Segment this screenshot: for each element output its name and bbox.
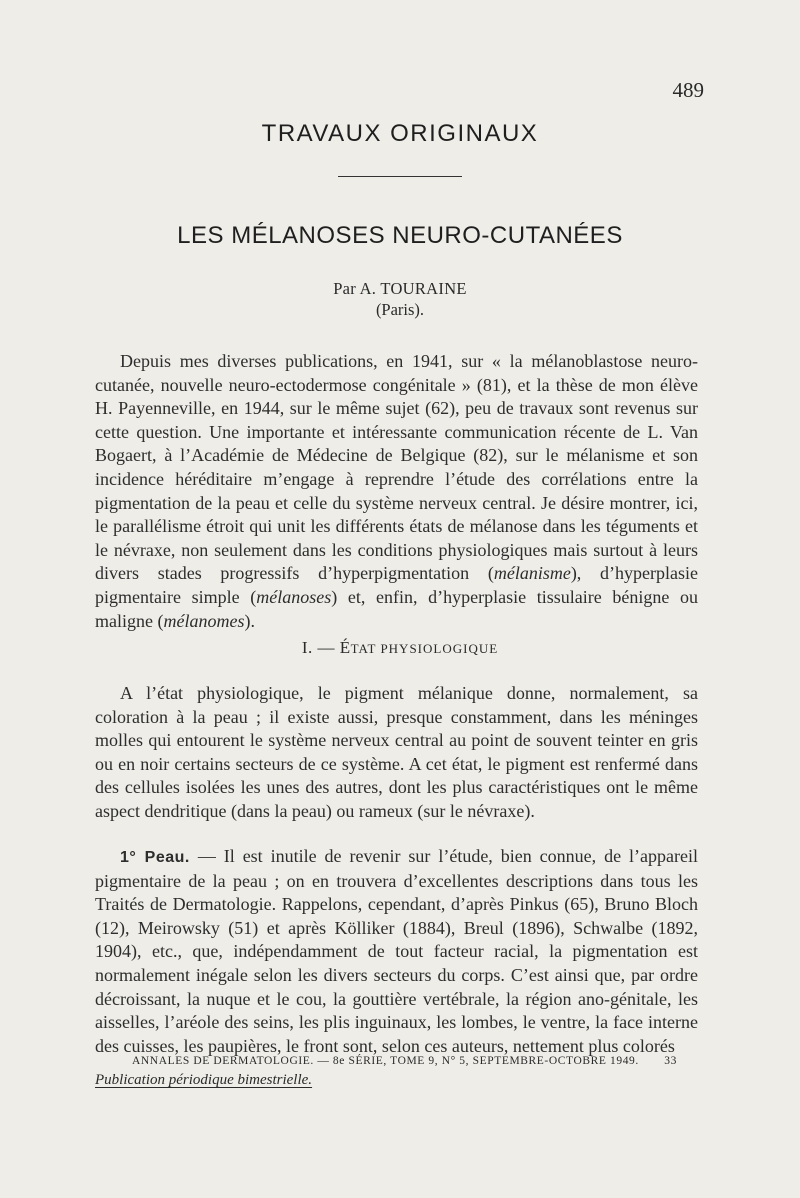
- intro-text-2: ), d’hyperplasie pigmentaire simple (: [95, 563, 698, 607]
- peau-subheading: 1° Peau.: [120, 849, 190, 866]
- article-title: LES MÉLANOSES NEURO-CUTANÉES: [177, 222, 623, 249]
- section-initial: É: [339, 638, 351, 657]
- section-header: TRAVAUX ORIGINAUX: [261, 120, 539, 147]
- author-location: (Paris).: [375, 300, 425, 319]
- section-title: TAT PHYSIOLOGIQUE: [350, 641, 499, 656]
- term-melanisme: mélanisme: [493, 563, 571, 584]
- peau-paragraph: [95, 845, 698, 1058]
- intro-text-4: ).: [244, 610, 255, 631]
- term-melanoses: mélanoses: [256, 586, 332, 607]
- peau-text: — Il est inutile de revenir sur l’étude, bien connue, de l’appareil pigmentaire de la peau ; on en trouvera d’excellentes descriptions dans tous les Traités de Dermatologie. Rappelons, cependant, d’après Pinkus (65), Bruno Bloch (12), Meirowsky (51) et après Kölliker (1884), Breul (1896), Schwalbe (1892, 1904), etc., que, indépendamment de tout facteur racial, la pigmentation est normalement inégale selon les divers secteurs du corps. C’est ainsi que, par ordre décroissant, la nuque et le cou, la gouttière vertébrale, la région ano-génitale, les aisselles, l’aréole des seins, les plis inguinaux, les lombes, le ventre, la face interne des cuisses, les paupières, le front sont, selon ces auteurs, nettement plus colorés: [95, 846, 698, 1056]
- publication-note: Publication périodique bimestrielle.: [95, 1072, 313, 1088]
- section-heading: [0, 638, 800, 658]
- author-byline: Par A. TOURAINE: [333, 279, 467, 298]
- intro-text-1: Depuis mes diverses publications, en 1941, sur « la mélanoblastose neuro-cutanée, nouvelle neuro-ectodermose congénitale » (81), et la thèse de mon élève H. Payenneville, en 1944, sur le même sujet (62), peu de travaux sont revenus sur cette question. Une importante et intéressante communication récente de L. Van Bogaert, à l’Académie de Médecine de Belgique (82), sur le mélanisme et son incidence héréditaire m’engage à reprendre l’étude des corrélations entre la pigmentation de la peau et celle du système nerveux central. Je désire montrer, ici, le parallélisme étroit qui unit les différents états de mélanose dans les téguments et le névraxe, non seulement dans les conditions physiologiques mais surtout à leurs divers stades progressifs d’hyperpigmentation (: [95, 351, 698, 584]
- page-number: 489: [672, 78, 704, 102]
- intro-text-3: ) et, enfin, d’hyperplasie tissulaire bénigne ou maligne (: [95, 586, 698, 631]
- journal-citation: ANNALES DE DERMATOLOGIE. — 8e SÉRIE, TOME 9, N° 5, SEPTEMBRE-OCTOBRE 1949.: [132, 1055, 639, 1067]
- physio-paragraph: A l’état physiologique, le pigment mélanique donne, normalement, sa coloration à la peau ; il existe aussi, presque constamment, dans les méninges molles qui entourent le système nerveux central au point de souvent teinter en gris ou en noir certains secteurs de ce système. A cet état, le pigment est renfermé dans des cellules isolées les unes des autres, dont les plus caractéristiques ont le même aspect dendritique (dans la peau) ou rameux (sur le névraxe).: [95, 683, 698, 821]
- term-melanomes: mélanomes: [163, 610, 245, 631]
- title-divider: [338, 176, 462, 177]
- sheet-number: 33: [664, 1055, 677, 1067]
- journal-footer: [132, 1055, 677, 1067]
- section-number: I. —: [301, 638, 340, 657]
- intro-paragraph: [95, 350, 698, 633]
